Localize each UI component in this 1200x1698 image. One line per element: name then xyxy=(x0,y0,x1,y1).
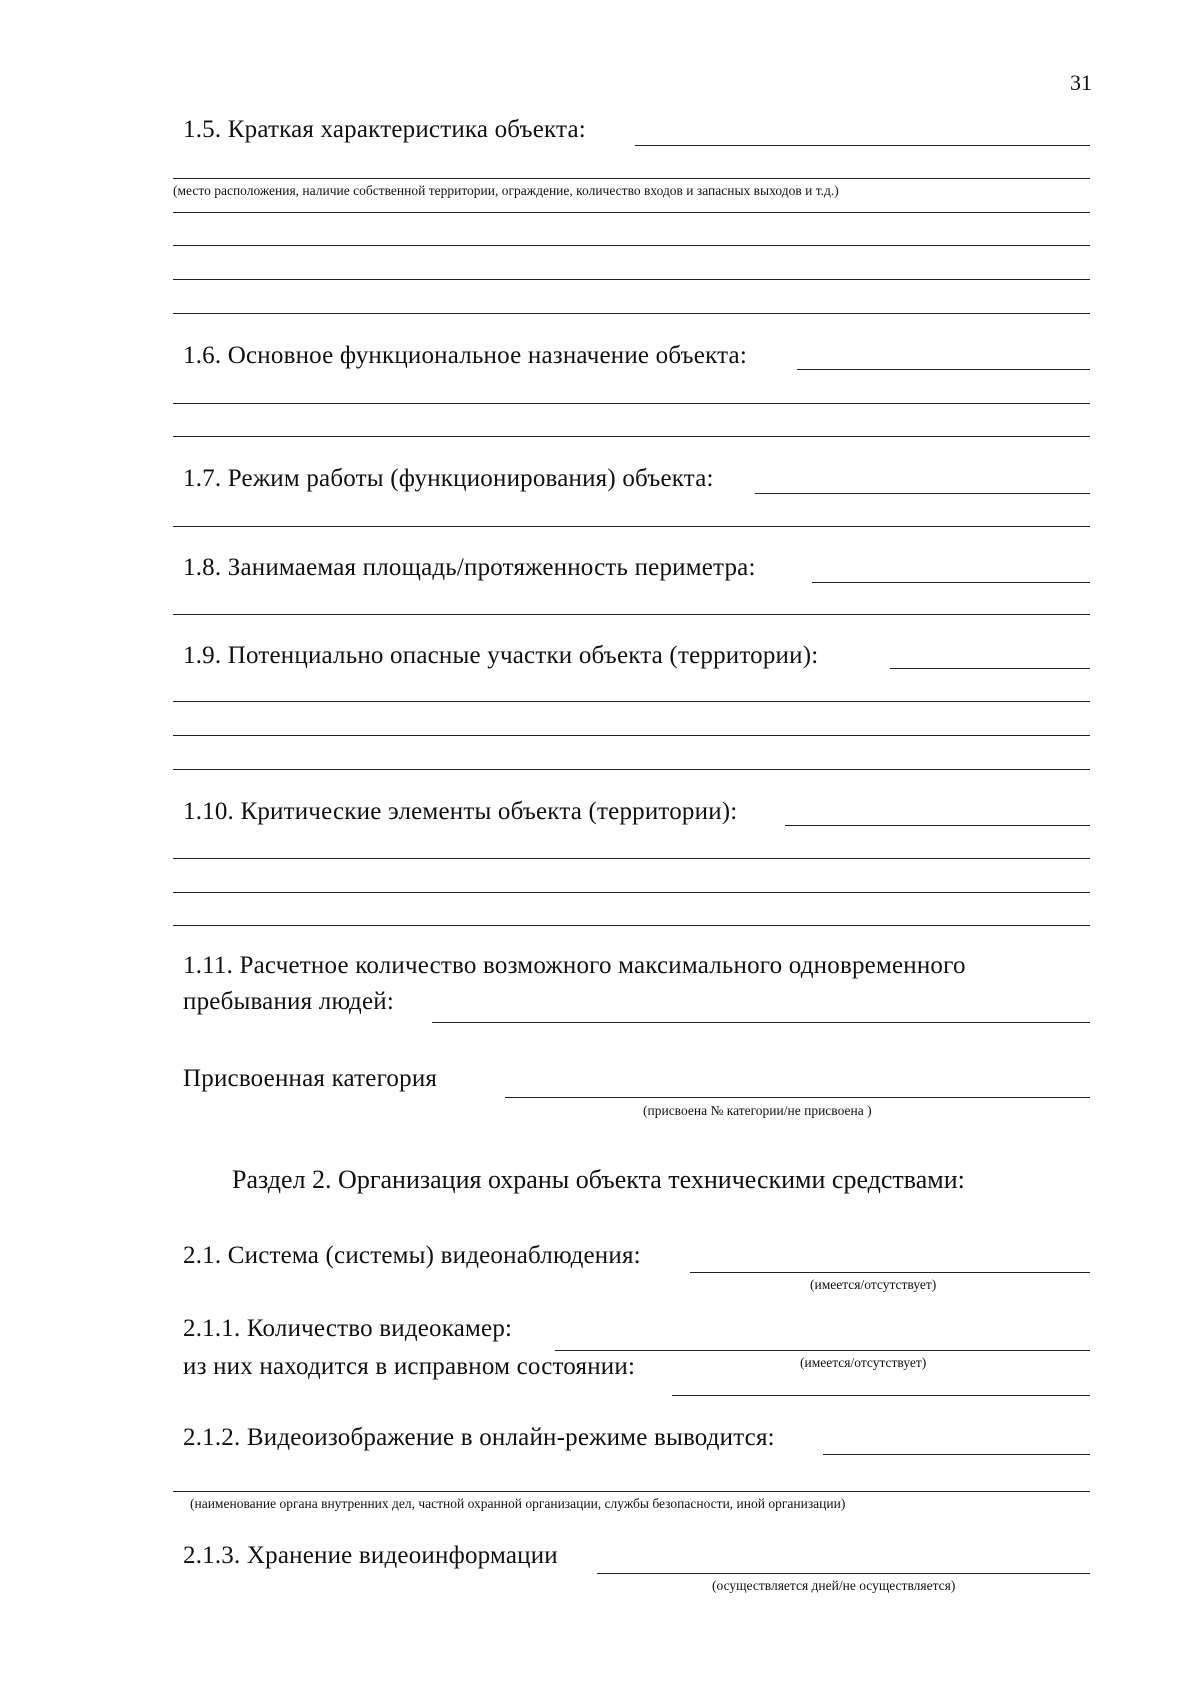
item-1-10-line-3[interactable] xyxy=(173,925,1090,926)
item-2-1-2-label: 2.1.2. Видеоизображение в онлайн-режиме выводится: xyxy=(183,1424,775,1451)
item-1-10-line-1[interactable] xyxy=(173,858,1090,859)
item-1-7-label: 1.7. Режим работы (функционирования) объекта: xyxy=(183,465,714,492)
page-number: 31 xyxy=(1070,70,1092,95)
item-1-5-line-1[interactable] xyxy=(173,212,1090,213)
item-1-9-label: 1.9. Потенциально опасные участки объекта (территории): xyxy=(183,642,819,669)
item-1-8-line-1[interactable] xyxy=(173,614,1090,615)
item-2-1-label: 2.1. Система (системы) видеонаблюдения: xyxy=(183,1242,641,1269)
item-1-11-label-line1: 1.11. Расчетное количество возможного максимального одновременного xyxy=(183,952,966,979)
item-2-1-1-field-2[interactable] xyxy=(672,1395,1090,1396)
item-1-11-label-line2: пребывания людей: xyxy=(183,988,394,1015)
category-caption: (присвоена № категории/не присвоена ) xyxy=(643,1103,872,1118)
item-1-11-field[interactable] xyxy=(432,1022,1090,1023)
item-1-8-field[interactable] xyxy=(812,582,1090,583)
item-1-6-label: 1.6. Основное функциональное назначение объекта: xyxy=(183,342,747,369)
item-2-1-1-field[interactable] xyxy=(555,1350,1090,1351)
item-2-1-2-field[interactable] xyxy=(823,1454,1090,1455)
item-1-9-field[interactable] xyxy=(890,668,1090,669)
item-2-1-2-line-1[interactable] xyxy=(173,1491,1090,1492)
item-1-6-line-1[interactable] xyxy=(173,403,1090,404)
item-1-5-caption: (место расположения, наличие собственной территории, ограждение, количество входов и запасных выходов и т.д.) xyxy=(173,183,839,198)
item-1-5-line-4[interactable] xyxy=(173,313,1090,314)
item-1-5-line-2[interactable] xyxy=(173,245,1090,246)
item-2-1-1-label2: из них находится в исправном состоянии: xyxy=(183,1353,636,1380)
item-1-7-field[interactable] xyxy=(755,493,1090,494)
item-1-10-line-2[interactable] xyxy=(173,892,1090,893)
item-1-5-line-3[interactable] xyxy=(173,279,1090,280)
item-1-9-line-1[interactable] xyxy=(173,701,1090,702)
item-1-10-label: 1.10. Критические элементы объекта (территории): xyxy=(183,798,738,825)
item-2-1-3-caption: (осуществляется дней/не осуществляется) xyxy=(712,1578,956,1593)
item-2-1-1-caption: (имеется/отсутствует) xyxy=(800,1355,927,1370)
item-1-5-field-line[interactable] xyxy=(173,178,1090,179)
item-1-9-line-3[interactable] xyxy=(173,769,1090,770)
item-2-1-field[interactable] xyxy=(690,1272,1090,1273)
item-2-1-1-label: 2.1.1. Количество видеокамер: xyxy=(183,1315,513,1342)
item-1-5-field[interactable] xyxy=(635,145,1090,146)
item-1-5-label: 1.5. Краткая характеристика объекта: xyxy=(183,116,586,143)
item-1-6-field[interactable] xyxy=(797,369,1090,370)
item-1-8-label: 1.8. Занимаемая площадь/протяженность периметра: xyxy=(183,554,756,581)
item-2-1-3-label: 2.1.3. Хранение видеоинформации xyxy=(183,1542,558,1569)
section-2-heading: Раздел 2. Организация охраны объекта техническими средствами: xyxy=(232,1165,965,1194)
item-1-9-line-2[interactable] xyxy=(173,735,1090,736)
item-2-1-3-field[interactable] xyxy=(597,1573,1090,1574)
item-2-1-caption: (имеется/отсутствует) xyxy=(810,1277,937,1292)
item-1-7-line-1[interactable] xyxy=(173,526,1090,527)
category-field[interactable] xyxy=(505,1097,1090,1098)
category-label: Присвоенная категория xyxy=(183,1065,438,1092)
item-1-10-field[interactable] xyxy=(785,825,1090,826)
item-1-6-line-2[interactable] xyxy=(173,436,1090,437)
item-2-1-2-caption: (наименование органа внутренних дел, частной охранной организации, службы безопасности, иной организации) xyxy=(190,1496,846,1511)
